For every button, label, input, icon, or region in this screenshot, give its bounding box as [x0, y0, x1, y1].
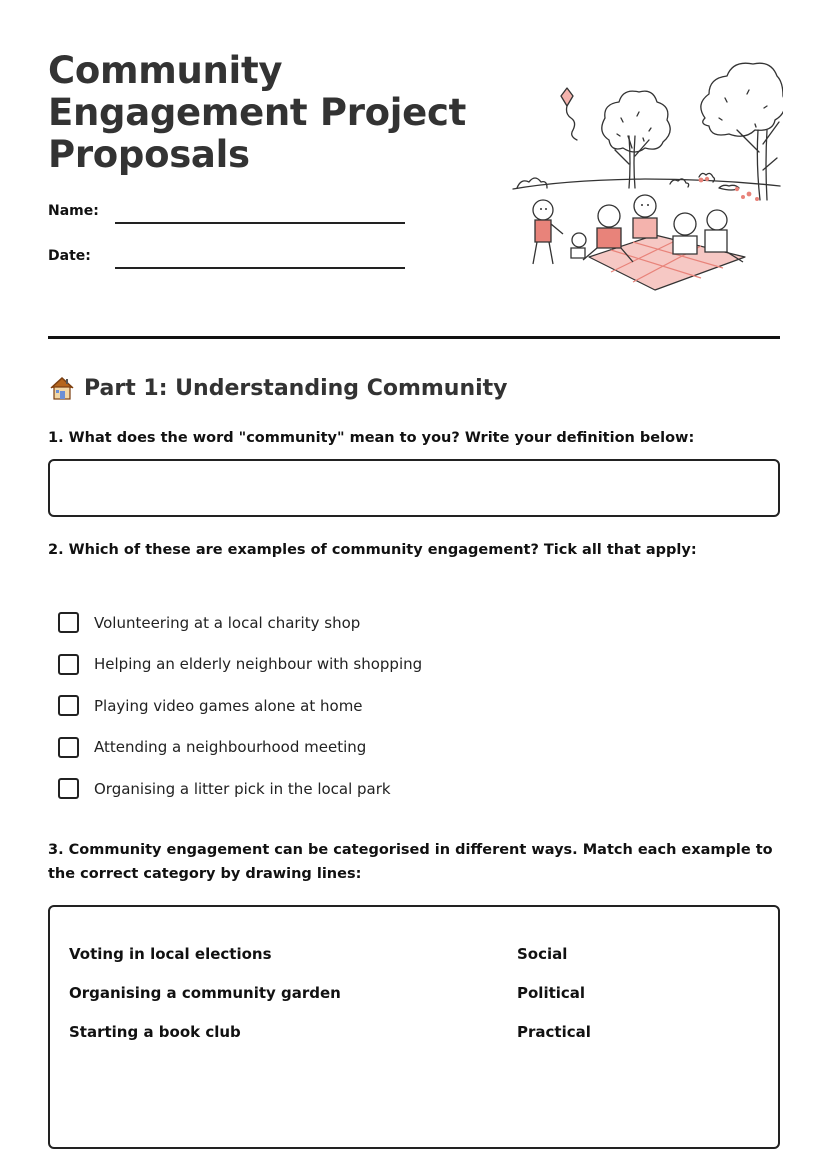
checklist-item-label: Attending a neighbourhood meeting: [94, 738, 367, 757]
house-icon: [48, 374, 76, 402]
matching-example: Voting in local elections: [69, 945, 272, 963]
checklist-item: [58, 644, 422, 686]
title-line-3: Proposals: [48, 133, 250, 176]
checklist-item-label: Volunteering at a local charity shop: [94, 613, 361, 632]
matching-categories: [517, 946, 591, 1063]
checkbox[interactable]: [58, 695, 79, 716]
picnic-illustration: [505, 52, 783, 297]
checklist-item: [58, 602, 422, 644]
checkbox[interactable]: [58, 612, 79, 633]
name-label: Name:: [48, 203, 99, 219]
date-label: Date:: [48, 248, 91, 264]
checklist-item: [58, 727, 422, 769]
date-field[interactable]: [115, 267, 405, 269]
checkbox[interactable]: [58, 737, 79, 758]
definition-answer-box[interactable]: [48, 459, 780, 517]
question-2: 2. Which of these are examples of community engagement? Tick all that apply:: [48, 542, 697, 558]
name-field[interactable]: [115, 222, 405, 224]
matching-category: Political: [517, 984, 586, 1002]
question-3: 3. Community engagement can be categorised in different ways. Match each example to the correct category by drawing lines:: [48, 842, 773, 882]
matching-examples: [69, 946, 341, 1063]
part1-heading-text: Part 1: Understanding Community: [84, 375, 508, 401]
page-title: [48, 50, 468, 176]
checklist-item: [58, 768, 422, 810]
checklist-item-label: Helping an elderly neighbour with shopping: [94, 655, 423, 674]
title-line-2: Engagement Project: [48, 91, 466, 134]
checkbox[interactable]: [58, 778, 79, 799]
section-divider: [48, 336, 780, 339]
question-1: 1. What does the word "community" mean to you? Write your definition below:: [48, 430, 695, 446]
checklist-item: [58, 685, 422, 727]
matching-example: Starting a book club: [69, 1023, 241, 1041]
checklist-item-label: Organising a litter pick in the local park: [94, 779, 391, 798]
engagement-checklist: [58, 602, 422, 810]
title-line-1: Community: [48, 49, 283, 92]
matching-category: Social: [517, 945, 568, 963]
checkbox[interactable]: [58, 654, 79, 675]
part1-heading: [48, 374, 508, 402]
matching-example: Organising a community garden: [69, 984, 341, 1002]
checklist-item-label: Playing video games alone at home: [94, 696, 363, 715]
matching-category: Practical: [517, 1023, 591, 1041]
